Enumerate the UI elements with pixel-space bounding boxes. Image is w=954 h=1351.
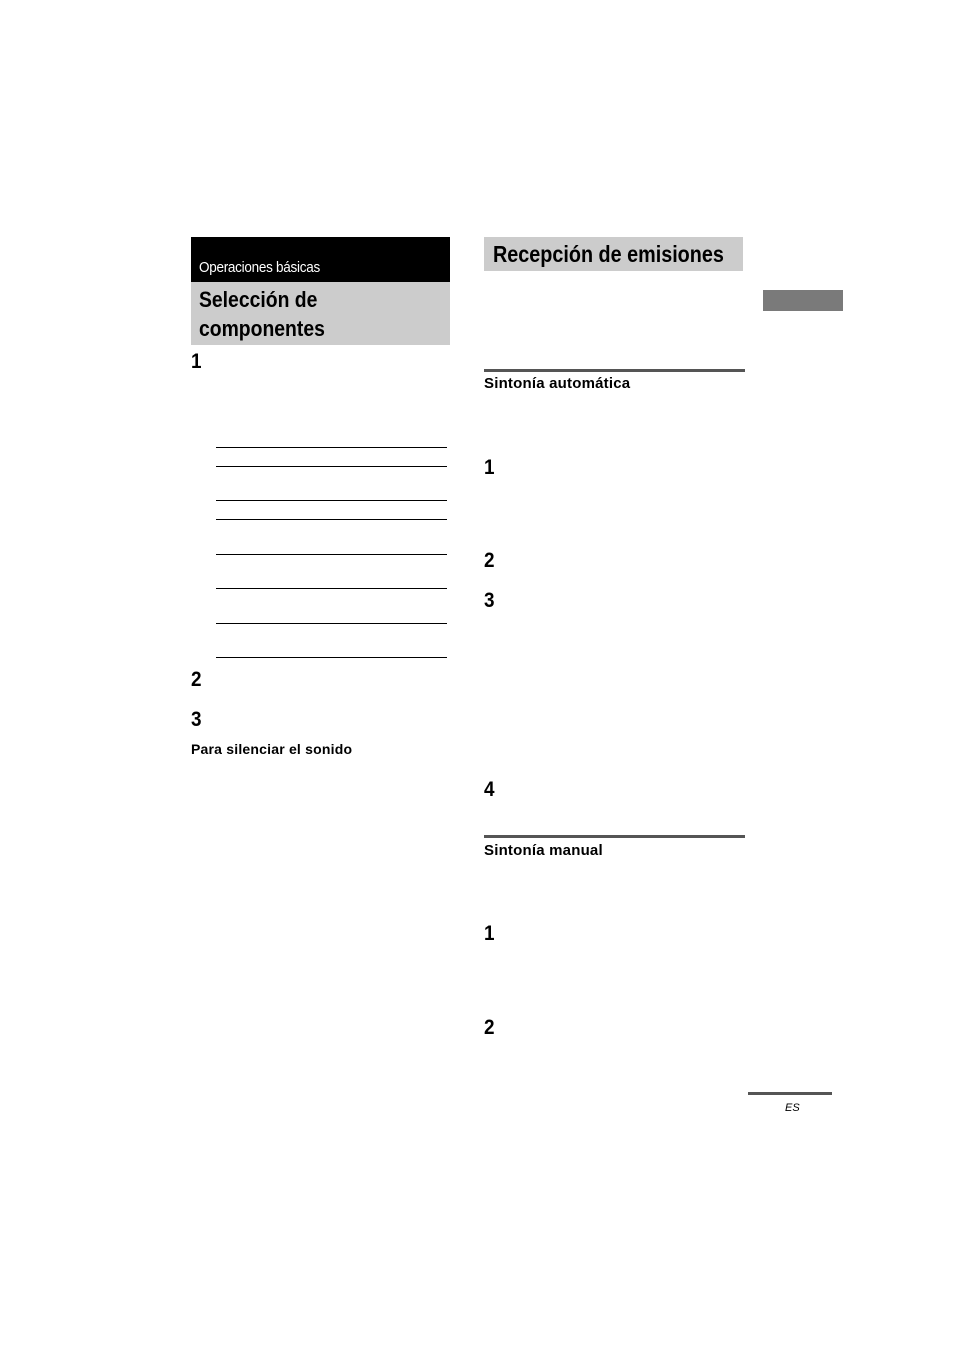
subsection-rule [484, 369, 745, 372]
table-rule [216, 500, 447, 501]
table-rule [216, 588, 447, 589]
section-title: Recepción de emisiones [493, 241, 724, 267]
step-number: 1 [484, 922, 495, 945]
step-number: 1 [484, 456, 495, 479]
page-title: Selección de componentes [199, 287, 325, 341]
footer-rule [748, 1092, 832, 1095]
step-number: 2 [191, 668, 202, 691]
section-label: Operaciones básicas [199, 259, 320, 276]
table-rule [216, 466, 447, 467]
section-band [191, 237, 450, 282]
side-thumb-tab [763, 290, 843, 311]
step-number: 2 [484, 1016, 495, 1039]
step-number: 4 [484, 778, 495, 801]
step-number: 2 [484, 549, 495, 572]
table-rule [216, 623, 447, 624]
page-title-box [191, 282, 450, 345]
subsection-rule [484, 835, 745, 838]
table-rule [216, 554, 447, 555]
step-number: 3 [484, 589, 495, 612]
step-number: 1 [191, 350, 202, 373]
auto-tuning-heading: Sintonía automática [484, 375, 631, 392]
table-rule [216, 447, 447, 448]
table-rule [216, 657, 447, 658]
step-number: 3 [191, 708, 202, 731]
mute-heading: Para silenciar el sonido [191, 741, 353, 757]
language-code: ES [785, 1102, 800, 1114]
section-title-box [484, 237, 743, 271]
table-rule [216, 519, 447, 520]
manual-tuning-heading: Sintonía manual [484, 842, 603, 859]
